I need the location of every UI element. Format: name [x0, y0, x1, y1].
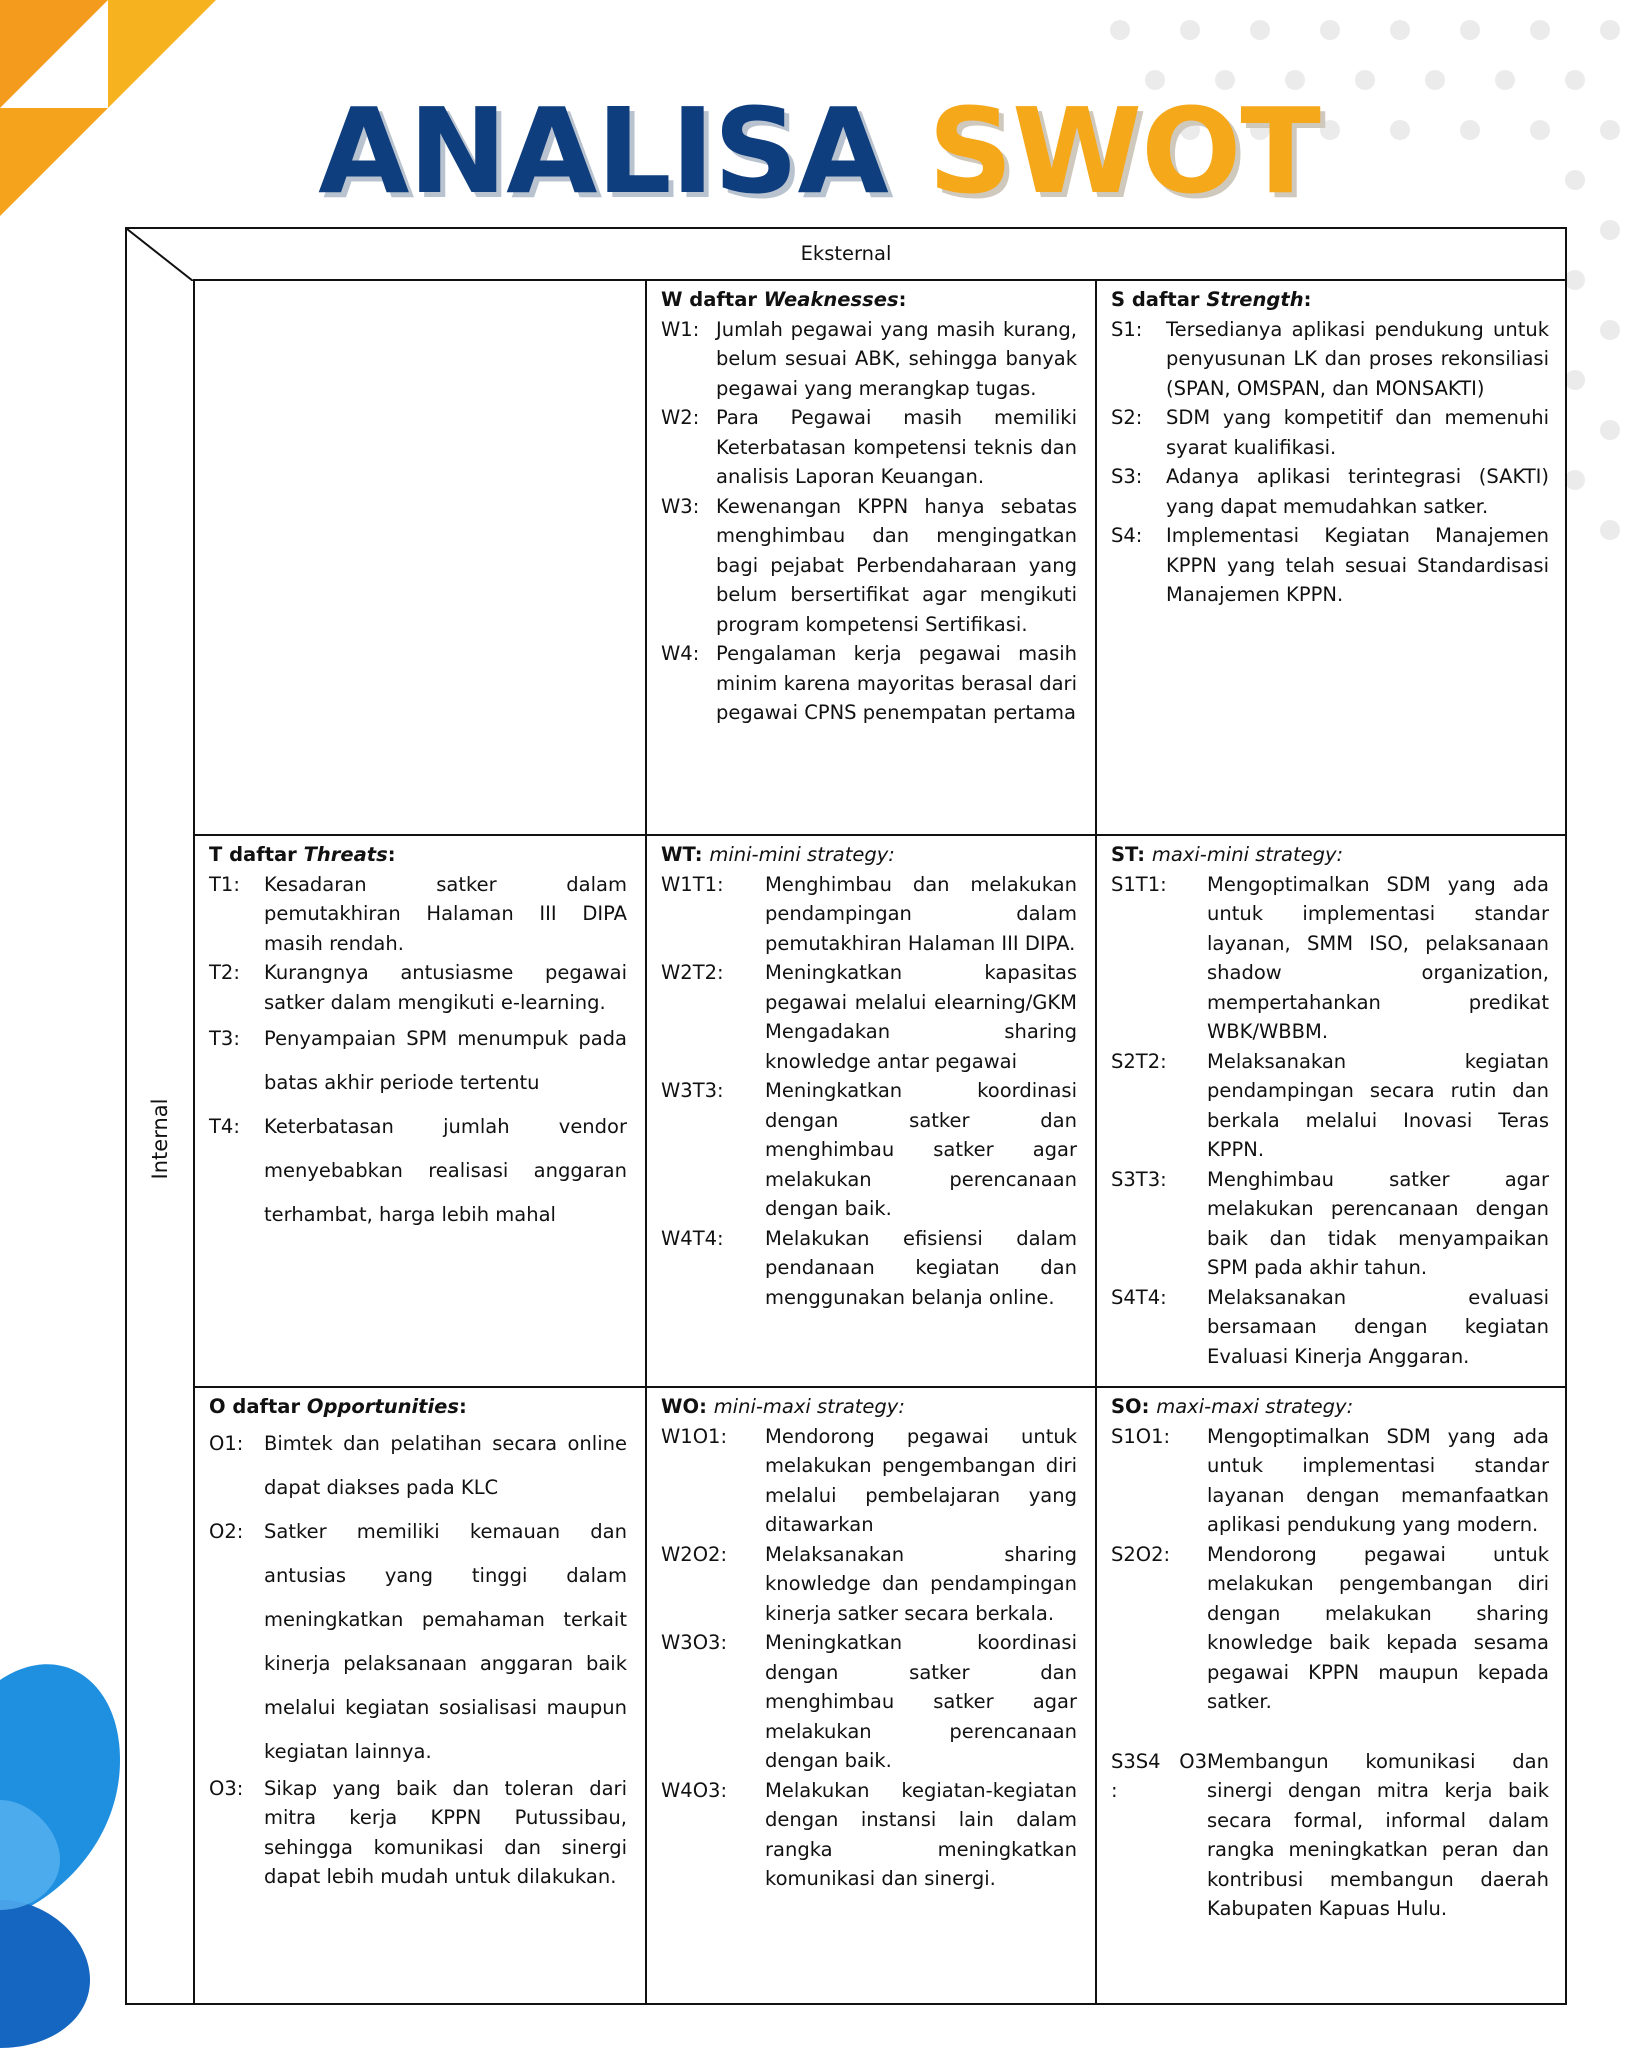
threats-prefix: T daftar — [209, 843, 297, 866]
item-text: Meningkatkan koordinasi dengan satker dan menghimbau satker agar melakukan perencanaan dengan baik. — [765, 1631, 1077, 1772]
strengths-cell — [1097, 281, 1567, 834]
list-item — [661, 315, 1077, 404]
list-item — [661, 639, 1077, 728]
item-code: W1: — [661, 317, 700, 341]
item-code: S3T3: — [1111, 1167, 1167, 1191]
list-item — [209, 870, 627, 959]
item-code: T2: — [209, 961, 240, 984]
list-item — [209, 1017, 627, 1105]
list-item — [661, 958, 1077, 1076]
st-prefix: ST: — [1111, 843, 1146, 866]
item-code: S1O1: — [1111, 1424, 1171, 1448]
list-item — [1111, 1422, 1549, 1540]
item-code: S1T1: — [1111, 872, 1167, 896]
list-item — [209, 1105, 627, 1237]
item-text: Kurangnya antusiasme pegawai satker dalam mengikuti e-learning. — [264, 961, 627, 1014]
opportunities-header — [209, 1392, 627, 1422]
item-code: O1: — [209, 1431, 244, 1455]
item-text: Sikap yang baik dan toleran dari mitra kerja KPPN Putussibau, sehingga komunikasi dan sinergi dapat lebih mudah untuk dilakukan. — [264, 1776, 627, 1888]
item-code: W3T3: — [661, 1079, 724, 1102]
list-item — [661, 1224, 1077, 1313]
so-strategy-cell — [1097, 1388, 1567, 2005]
so-prefix: SO: — [1111, 1395, 1150, 1418]
item-text: Kesadaran satker dalam pemutakhiran Halaman III DIPA masih rendah. — [264, 872, 627, 955]
item-code: S4T4: — [1111, 1285, 1167, 1309]
item-code: S2: — [1111, 406, 1143, 429]
item-text: Satker memiliki kemauan dan antusias yang tinggi dalam meningkatkan pemahaman terkait kinerja pelaksanaan anggaran baik melalui kegiatan sosialisasi maupun kegiatan lainnya. — [264, 1519, 627, 1763]
item-code: W3: — [661, 494, 700, 518]
list-item — [209, 1510, 627, 1774]
item-text: Implementasi Kegiatan Manajemen KPPN yang telah sesuai Standardisasi Manajemen KPPN. — [1166, 524, 1549, 606]
item-text: Kewenangan KPPN hanya sebatas menghimbau dan mengingatkan bagi pejabat Perbendaharaan yang belum bersertifikat agar mengikuti program kompetensi Sertifikasi. — [716, 494, 1077, 636]
item-code: S4: — [1111, 524, 1143, 547]
item-code: T1: — [209, 872, 240, 896]
item-code: S2T2: — [1111, 1049, 1167, 1073]
item-text: Meningkatkan koordinasi dengan satker dan menghimbau satker agar melakukan perencanaan dengan baik. — [765, 1079, 1077, 1220]
list-item — [1111, 1047, 1549, 1165]
item-code: W2O2: — [661, 1542, 728, 1566]
item-text: Melakukan efisiensi dalam pendanaan kegiatan dan menggunakan belanja online. — [765, 1226, 1077, 1309]
item-code: W1O1: — [661, 1424, 728, 1448]
item-text: Mengoptimalkan SDM yang ada untuk implementasi standar layanan dengan memanfaatkan aplikasi pendukung yang modern. — [1207, 1424, 1549, 1536]
list-item — [1111, 870, 1549, 1047]
list-item — [661, 1076, 1077, 1224]
wt-prefix: WT: — [661, 843, 703, 866]
item-text: Para Pegawai masih memiliki Keterbatasan kompetensi teknis dan analisis Laporan Keuangan. — [716, 406, 1077, 488]
item-code: W4O3: — [661, 1778, 728, 1802]
blue-leaf-decoration — [0, 1600, 140, 2048]
st-title: maxi-mini strategy: — [1151, 843, 1344, 866]
item-text: Penyampaian SPM menumpuk pada batas akhir periode tertentu — [264, 1027, 627, 1094]
threats-title: Threats — [303, 843, 388, 866]
st-strategy-cell — [1097, 836, 1567, 1386]
item-code: W4T4: — [661, 1226, 724, 1250]
so-header — [1111, 1392, 1549, 1422]
wo-prefix: WO: — [661, 1395, 707, 1418]
item-code: W1T1: — [661, 872, 724, 896]
item-text: Menghimbau dan melakukan pendampingan dalam pemutakhiran Halaman III DIPA. — [765, 872, 1077, 955]
item-code: S1: — [1111, 317, 1143, 341]
strengths-prefix: S daftar — [1111, 288, 1200, 311]
opportunities-prefix: O daftar — [209, 1395, 301, 1418]
opportunities-cell — [195, 1388, 645, 2005]
item-code: S3: — [1111, 465, 1143, 488]
weaknesses-prefix: W daftar — [661, 288, 757, 311]
wt-title: mini-mini strategy: — [709, 843, 895, 866]
item-code: W3O3: — [661, 1631, 728, 1654]
list-item — [1111, 1165, 1549, 1283]
list-item — [1111, 1747, 1549, 1924]
strengths-suffix: : — [1303, 288, 1312, 311]
item-code: S2O2: — [1111, 1542, 1171, 1566]
wt-header — [661, 840, 1077, 870]
item-code: O2: — [209, 1519, 244, 1543]
item-code: O3: — [209, 1776, 244, 1800]
title-analisa: ANALISA — [318, 82, 888, 220]
item-text: Keterbatasan jumlah vendor menyebabkan realisasi anggaran terhambat, harga lebih mahal — [264, 1115, 627, 1226]
list-item — [661, 1540, 1077, 1629]
item-code: W2: — [661, 406, 700, 429]
internal-label-cell — [127, 229, 193, 2007]
list-item — [1111, 1283, 1549, 1372]
item-code: T3: — [209, 1027, 240, 1050]
strengths-title: Strength — [1206, 288, 1304, 311]
item-code: S3S4 O3 : — [1111, 1749, 1207, 1802]
opportunities-suffix: : — [459, 1395, 467, 1418]
st-header — [1111, 840, 1549, 870]
item-text: Melaksanakan kegiatan pendampingan secara rutin dan berkala melalui Inovasi Teras KPPN. — [1207, 1049, 1549, 1161]
item-code: T4: — [209, 1115, 240, 1138]
list-item — [1111, 521, 1549, 610]
list-item — [661, 403, 1077, 492]
weaknesses-title: Weaknesses — [763, 288, 899, 311]
item-text: Jumlah pegawai yang masih kurang, belum sesuai ABK, sehingga banyak pegawai yang merangkap tugas. — [716, 317, 1077, 400]
wo-title: mini-maxi strategy: — [713, 1395, 905, 1418]
threats-cell — [195, 836, 645, 1386]
threats-suffix: : — [387, 843, 396, 866]
item-text: Mendorong pegawai untuk melakukan pengembangan diri dengan melakukan sharing knowledge baik kepada sesama pegawai KPPN maupun kepada satker. — [1207, 1542, 1549, 1713]
item-code: W2T2: — [661, 961, 724, 984]
wt-strategy-cell — [647, 836, 1095, 1386]
threats-header — [209, 840, 627, 870]
item-text: Melakukan kegiatan-kegiatan dengan instansi lain dalam rangka meningkatkan komunikasi dan sinergi. — [765, 1778, 1077, 1890]
list-item — [661, 1776, 1077, 1894]
item-text: Melaksanakan sharing knowledge dan pendampingan kinerja satker secara berkala. — [765, 1542, 1077, 1625]
item-text: Adanya aplikasi terintegrasi (SAKTI) yang dapat memudahkan satker. — [1166, 465, 1549, 518]
so-title: maxi-maxi strategy: — [1156, 1395, 1354, 1418]
wo-header — [661, 1392, 1077, 1422]
item-text: SDM yang kompetitif dan memenuhi syarat kualifikasi. — [1166, 406, 1549, 459]
list-item — [1111, 462, 1549, 521]
item-text: Membangun komunikasi dan sinergi dengan mitra kerja baik secara formal, informal dalam rangka meningkatkan peran dan kontribusi membangun daerah Kabupaten Kapuas Hulu. — [1207, 1749, 1549, 1920]
item-text: Mendorong pegawai untuk melakukan pengembangan diri melalui pembelajaran yang ditawarkan — [765, 1424, 1077, 1536]
weaknesses-suffix: : — [898, 288, 907, 311]
list-item — [1111, 403, 1549, 462]
list-item — [661, 1628, 1077, 1776]
internal-label: Internal — [148, 1098, 172, 1180]
external-label: Eksternal — [800, 242, 892, 265]
list-item — [209, 1422, 627, 1510]
list-item — [661, 870, 1077, 959]
list-item — [661, 1422, 1077, 1540]
list-item — [661, 492, 1077, 640]
weaknesses-header — [661, 285, 1077, 315]
weaknesses-cell — [647, 281, 1095, 834]
list-item — [1111, 315, 1549, 404]
swot-table — [125, 227, 1567, 2005]
item-text: Meningkatkan kapasitas pegawai melalui elearning/GKM Mengadakan sharing knowledge antar pegawai — [765, 961, 1077, 1073]
item-text: Tersedianya aplikasi pendukung untuk penyusunan LK dan proses rekonsiliasi (SPAN, OMSPAN, dan MONSAKTI) — [1166, 317, 1549, 400]
wo-strategy-cell — [647, 1388, 1095, 2005]
page-title — [0, 82, 1638, 220]
item-code: W4: — [661, 642, 700, 665]
list-item — [209, 958, 627, 1017]
title-swot: SWOT — [927, 82, 1320, 220]
item-text: Bimtek dan pelatihan secara online dapat diakses pada KLC — [264, 1431, 627, 1499]
item-text: Menghimbau satker agar melakukan perencanaan dengan baik dan tidak menyampaikan SPM pada akhir tahun. — [1207, 1167, 1549, 1279]
list-item — [1111, 1540, 1549, 1717]
strengths-header — [1111, 285, 1549, 315]
item-text: Mengoptimalkan SDM yang ada untuk implementasi standar layanan, SMM ISO, pelaksanaan shadow organization, mempertahankan predikat WBK/WBBM. — [1207, 872, 1549, 1043]
list-item — [209, 1774, 627, 1892]
opportunities-title: Opportunities — [306, 1395, 459, 1418]
item-text: Pengalaman kerja pegawai masih minim karena mayoritas berasal dari pegawai CPNS penempatan pertama — [716, 642, 1077, 724]
item-text: Melaksanakan evaluasi bersamaan dengan kegiatan Evaluasi Kinerja Anggaran. — [1207, 1285, 1549, 1368]
